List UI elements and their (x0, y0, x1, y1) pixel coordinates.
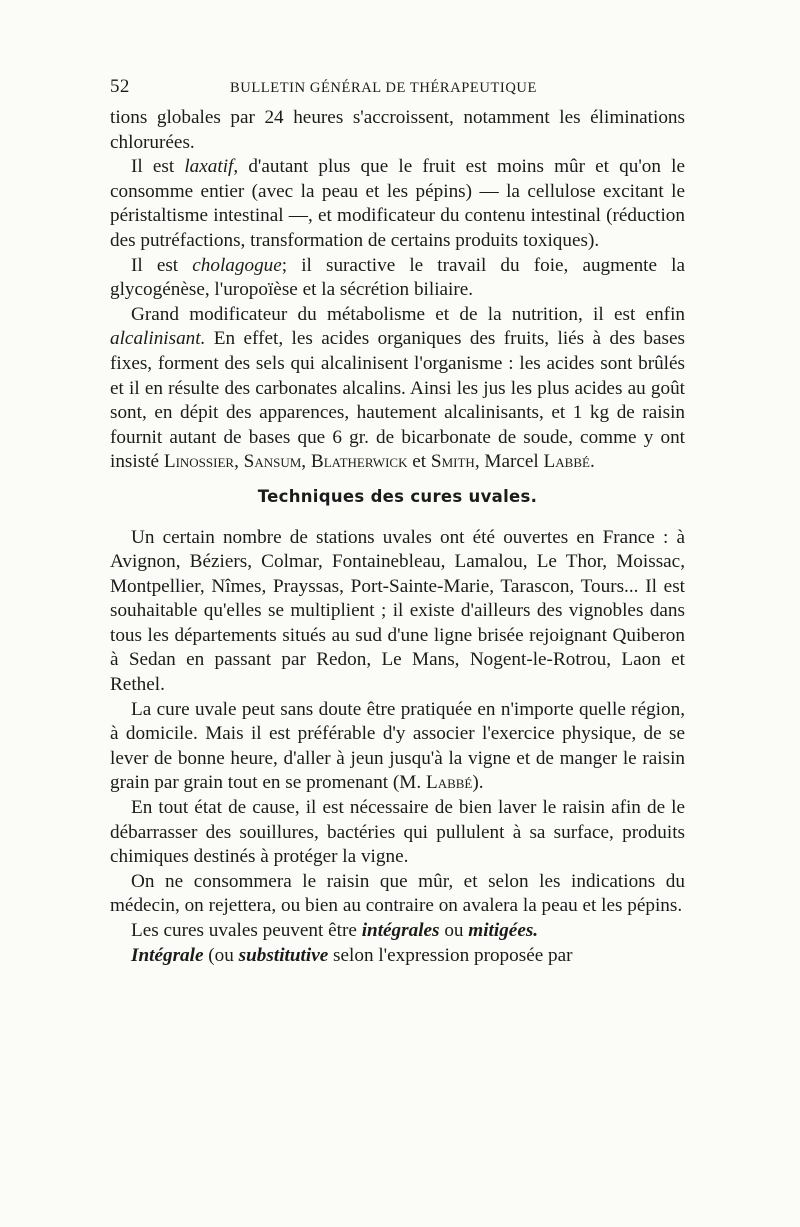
running-head (110, 72, 685, 106)
term-integrale: Intégrale (131, 944, 204, 966)
term-substitutive: substitutive (238, 944, 329, 966)
body-text (110, 106, 685, 968)
paragraph-alcalinisant: Grand modificateur du métabolisme et de la nutrition, il est enfin alcalinisant. En effet, les acides organiques des fruits, liés à des bases fixes, forment des sels qui alcalinisent l'organisme : les acides sont brûlés et il en résulte des carbonates alcalins. Ainsi les jus les plus acides au goût sont, en dépit des apparences, hautement alcalinisants, et 1 kg de raisin fournit autant de bases que 6 gr. de bicarbonate de soude, comme y ont insisté Linossier, Sansum, Blatherwick et Smith, Marcel Labbé. (110, 303, 685, 473)
paragraph-stations: Un certain nombre de stations uvales ont été ouvertes en France : à Avignon, Béziers, Colmar, Fontainebleau, Lamalou, Le Thor, Moissac, Montpellier, Nîmes, Prayssas, Port-Sainte-Marie, Tarascon, Tours... Il est souhaitable qu'elles se multiplient ; il existe d'ailleurs des vignobles dans tous les départements situés au sud d'une ligne brisée rejoignant Quiberon à Sedan en passant par Redon, Le Mans, Nogent-le-Rotrou, Laon et Rethel. (110, 526, 685, 696)
paragraph-laver: En tout état de cause, il est nécessaire de bien laver le raisin afin de le débarrasser des souillures, bactéries qui pullulent à sa surface, produits chimiques destinés à protéger la vigne. (110, 797, 685, 868)
author-name: Blatherwick (310, 451, 408, 473)
term-laxatif: laxatif (184, 156, 234, 178)
author-name: Sansum (243, 451, 302, 473)
term-cholagogue: cholagogue (192, 254, 282, 276)
paragraph-laxatif: Il est laxatif, d'autant plus que le fruit est moins mûr et qu'on le consomme entier (avec la peau et les pépins) — la cellulose excitant le péristaltisme intestinal —, et modificateur du contenu intestinal (réduction des putréfactions, transformation de certains produits toxiques). (110, 156, 685, 251)
author-name: Labbé (425, 772, 473, 794)
paragraph-integrale: Intégrale (ou substitutive selon l'expression proposée par (131, 944, 573, 966)
running-title: BULLETIN GÉNÉRAL DE THÉRAPEUTIQUE (230, 80, 537, 96)
term-mitigees: mitigées. (468, 920, 539, 941)
author-name: Linossier (163, 451, 235, 473)
author-name: Labbé (543, 451, 590, 473)
page (110, 72, 685, 968)
paragraph-cures: Les cures uvales peuvent être intégrales ou mitigées. (131, 920, 539, 941)
author-name: Smith (430, 451, 475, 473)
section-heading: Techniques des cures uvales. (257, 486, 538, 506)
paragraph-continuation: tions globales par 24 heures s'accroissent, notamment les éliminations chlorurées. (110, 107, 685, 153)
page-number: 52 (110, 76, 130, 97)
paragraph-domicile: La cure uvale peut sans doute être pratiquée en n'importe quelle région, à domicile. Mais il est préférable d'y associer l'exercice physique, de se lever de bonne heure, d'aller à jeun jusqu'à la vigne et de manger le raisin grain par grain tout en se promenant (M. Labbé). (110, 698, 685, 794)
paragraph-cholagogue: Il est cholagogue; il suractive le travail du foie, augmente la glycogénèse, l'uropoïèse et la sécrétion biliaire. (110, 254, 685, 301)
term-integrales: intégrales (361, 920, 440, 941)
paragraph-mur: On ne consommera le raisin que mûr, et selon les indications du médecin, on rejettera, ou bien au contraire on avalera la peau et les pépins. (110, 870, 685, 917)
term-alcalinisant: alcalinisant. (110, 328, 206, 350)
